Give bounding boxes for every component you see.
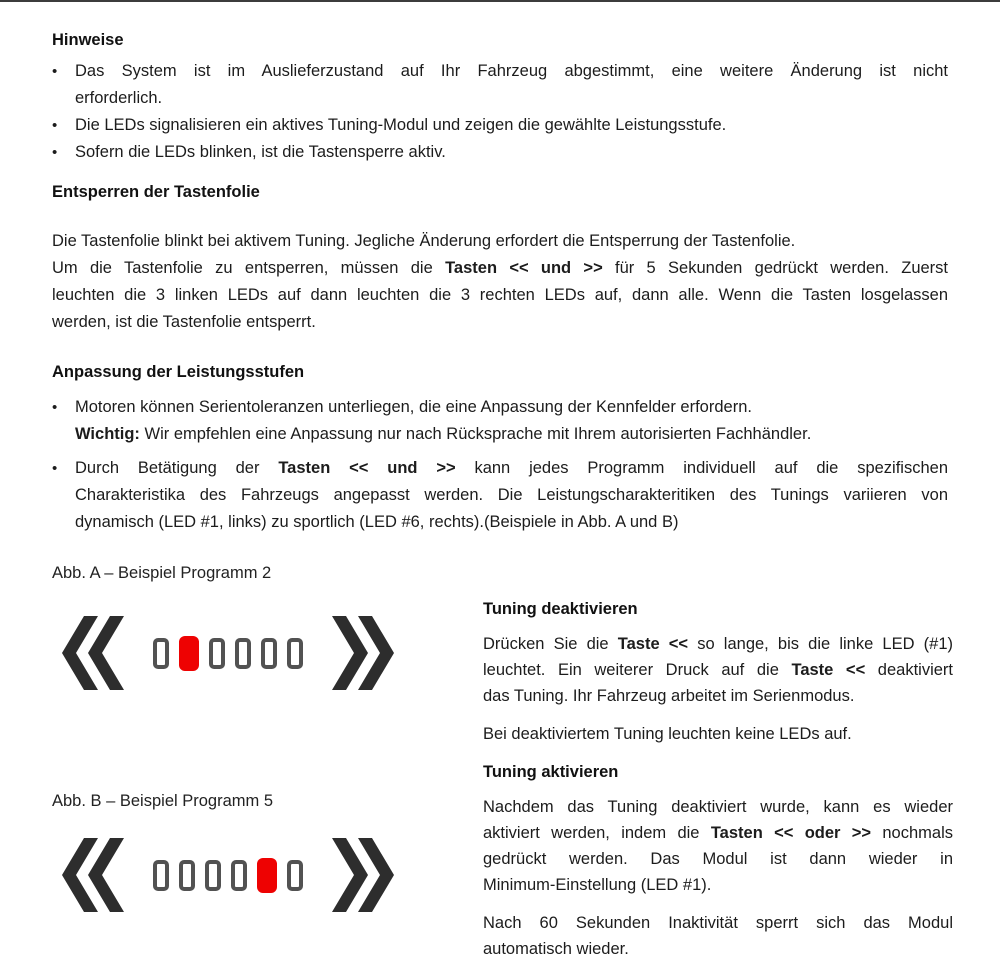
bullet-marker: • xyxy=(52,460,58,477)
hinweise-list xyxy=(52,58,948,166)
text-line: Die Tastenfolie blinkt bei aktivem Tuning. Jegliche Änderung erfordert die Entsperrung der Tastenfolie. xyxy=(52,232,796,250)
chevron-left-double-icon xyxy=(57,616,129,690)
text-line: Sofern die LEDs blinken, ist die Tastensperre aktiv. xyxy=(75,143,446,161)
text-line: gedrückt werden. Das Modul ist dann wieder in xyxy=(483,850,953,868)
document-body xyxy=(0,2,1000,975)
list-item-text xyxy=(75,455,948,536)
text-line: Die LEDs signalisieren ein aktives Tuning-Modul und zeigen die gewählte Leistungsstufe. xyxy=(75,116,727,134)
chevron-left-double-icon xyxy=(57,838,129,912)
text-line: Drücken Sie die Taste << so lange, bis die linke LED (#1) xyxy=(483,635,954,653)
led-indicator xyxy=(235,638,251,669)
led-indicator xyxy=(261,638,277,669)
led-indicator xyxy=(179,860,195,891)
bullet-marker: • xyxy=(52,144,58,161)
text-line: Nach 60 Sekunden Inaktivität sperrt sich das Modul xyxy=(483,914,953,932)
heading-anpassung: Anpassung der Leistungsstufen xyxy=(52,363,305,381)
chevron-right-double-icon xyxy=(327,838,399,912)
list-item-text xyxy=(75,139,948,166)
led-row xyxy=(153,858,303,893)
figure-a-label: Abb. A – Beispiel Programm 2 xyxy=(52,564,272,582)
led-indicator xyxy=(287,860,303,891)
right-instruction-column xyxy=(483,596,953,974)
anpassung-list xyxy=(52,394,948,536)
led-indicator xyxy=(231,860,247,891)
text-line: aktiviert werden, indem die Tasten << oder >> nochmals xyxy=(483,824,953,842)
figure-a-led-display xyxy=(57,616,399,690)
led-indicator-active xyxy=(257,858,277,893)
figure-b-label: Abb. B – Beispiel Programm 5 xyxy=(52,792,274,810)
text-line: Durch Betätigung der Tasten << und >> kann jedes Programm individuell auf die spezifischen xyxy=(75,459,949,477)
list-item xyxy=(52,58,948,112)
text-line: automatisch wieder. xyxy=(483,940,629,958)
bullet-marker: • xyxy=(52,399,58,416)
led-indicator xyxy=(153,638,169,669)
text-line: dynamisch (LED #1, links) zu sportlich (LED #6, rechts).(Beispiele in Abb. A und B) xyxy=(75,513,679,531)
text-line: leuchten die 3 linken LEDs auf dann leuchten die 3 rechten LEDs auf, dann alle. Wenn die Tasten losgelassen xyxy=(52,286,948,304)
paragraph-deaktivieren-2 xyxy=(483,721,953,747)
text-line: Charakteristika des Fahrzeugs angepasst werden. Die Leistungscharakteritiken des Tunings variieren von xyxy=(75,486,948,504)
list-item xyxy=(52,139,948,166)
led-indicator xyxy=(209,638,225,669)
heading-entsperren: Entsperren der Tastenfolie xyxy=(52,183,260,201)
list-item xyxy=(52,455,948,536)
text-line: Das System ist im Auslieferzustand auf Ihr Fahrzeug abgestimmt, eine weitere Änderung ist nicht xyxy=(75,62,948,80)
heading-tuning-deaktivieren: Tuning deaktivieren xyxy=(483,600,638,618)
led-row xyxy=(153,636,303,671)
led-indicator xyxy=(153,860,169,891)
led-indicator-active xyxy=(179,636,199,671)
list-item-text xyxy=(75,394,948,448)
list-item-text xyxy=(75,112,948,139)
text-line: leuchtet. Ein weiterer Druck auf die Taste << deaktiviert xyxy=(483,661,953,679)
led-indicator xyxy=(205,860,221,891)
figures-and-instructions xyxy=(52,536,954,975)
text-line: werden, ist die Tastenfolie entsperrt. xyxy=(52,313,316,331)
text-line: Um die Tastenfolie zu entsperren, müssen die Tasten << und >> für 5 Sekunden gedrückt werden. Zuerst xyxy=(52,259,948,277)
figure-b-led-display xyxy=(57,838,399,912)
text-line: Motoren können Serientoleranzen unterliegen, die eine Anpassung der Kennfelder erfordern. xyxy=(75,398,752,416)
bullet-marker: • xyxy=(52,63,58,80)
paragraph-entsperren xyxy=(52,228,948,336)
heading-tuning-aktivieren: Tuning aktivieren xyxy=(483,763,619,781)
heading-hinweise: Hinweise xyxy=(52,31,124,49)
text-line: erforderlich. xyxy=(75,89,163,107)
list-item xyxy=(52,394,948,448)
text-line: das Tuning. Ihr Fahrzeug arbeitet im Serienmodus. xyxy=(483,687,855,705)
text-line: Wichtig: Wir empfehlen eine Anpassung nur nach Rücksprache mit Ihrem autorisierten Fachhändler. xyxy=(75,425,812,443)
text-line: Nachdem das Tuning deaktiviert wurde, kann es wieder xyxy=(483,798,953,816)
list-item xyxy=(52,112,948,139)
text-line: Bei deaktiviertem Tuning leuchten keine LEDs auf. xyxy=(483,725,852,743)
chevron-right-double-icon xyxy=(327,616,399,690)
paragraph-aktivieren-2 xyxy=(483,910,953,962)
bullet-marker: • xyxy=(52,117,58,134)
text-line: Minimum-Einstellung (LED #1). xyxy=(483,876,712,894)
paragraph-aktivieren-1 xyxy=(483,794,953,898)
led-indicator xyxy=(287,638,303,669)
paragraph-deaktivieren-1 xyxy=(483,631,953,709)
list-item-text xyxy=(75,58,948,112)
